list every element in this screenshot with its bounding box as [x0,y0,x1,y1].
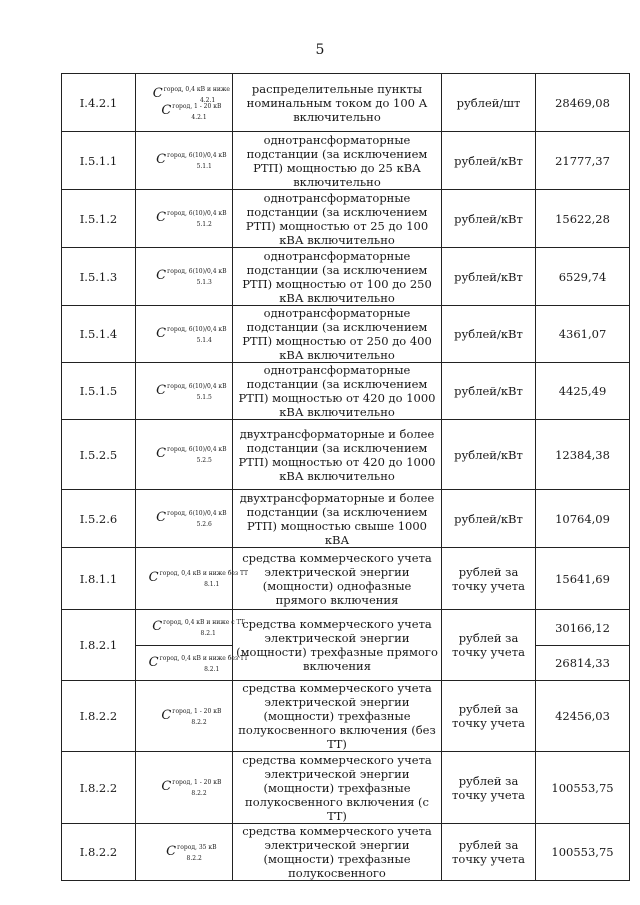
code-cell: I.5.1.1 [62,132,136,190]
value-cell: 15641,69 [536,548,630,610]
formula-subscript: 4.2.1 [199,96,216,104]
table-row [62,132,630,190]
code-cell: I.8.2.2 [62,752,136,824]
formula-superscript: город, 6(10)/0,4 кВ [167,325,227,333]
page-number: 5 [315,42,325,58]
formula-subscript: 5.2.6 [196,521,212,528]
formula-subscript: 8.1.1 [204,581,220,588]
table-row [62,420,630,490]
tariff-formula [156,210,227,228]
formula-symbol: C [156,210,167,225]
formula-subscript: 8.2.2 [191,718,207,726]
unit-cell: рублей за точку учета [442,548,536,610]
formula-cell [136,610,245,646]
formula-subscript: 5.1.3 [196,279,212,286]
value-cell: 10764,09 [536,490,630,548]
formula-superscript: город, 0,4 кВ и ниже без ТТ [159,654,249,662]
description-cell: однотрансформаторные подстанции (за исключением РТП) мощностью от 100 до 250 кВА включительно [233,248,442,306]
code-cell: I.5.2.6 [62,490,136,548]
formula-cell [136,248,233,306]
description-cell: однотрансформаторные подстанции (за исключением РТП) мощностью до 25 кВА включительно [233,132,442,190]
tariff-formula [156,382,227,401]
description-cell: средства коммерческого учета электрической энергии (мощности) однофазные прямого включения [233,548,442,610]
value-cell: 12384,38 [536,420,630,490]
unit-cell: рублей/шт [442,74,536,132]
code-cell: I.5.1.3 [62,248,136,306]
formula-symbol: C [156,510,167,525]
unit-cell: рублей/кВт [442,132,536,190]
formula-symbol: C [161,779,172,794]
description-cell: однотрансформаторные подстанции (за исключением РТП) мощностью от 25 до 100 кВА включительно [233,190,442,248]
table-row [62,681,630,752]
table-row [62,752,630,824]
description-cell: распределительные пункты номинальным током до 100 А включительно [233,74,442,132]
tariff-formula [156,446,227,464]
formula-subscript: 8.2.1 [204,665,220,673]
formula-symbol: C [156,382,167,398]
table-row [62,490,630,548]
formula-cell [136,548,249,610]
formula-superscript: город, 6(10)/0,4 кВ [167,510,227,517]
tariff-formula [161,102,222,121]
tariff-formula [156,510,227,528]
formula-symbol: C [156,268,167,283]
formula-subscript: 4.2.1 [191,113,207,121]
tariff-table [61,73,630,881]
formula-cell [136,363,233,420]
unit-cell: рублей за точку учета [442,824,536,881]
value-cell: 42456,03 [536,681,630,752]
table-row [62,824,630,881]
formula-cell [136,490,233,548]
tariff-formula [161,779,222,797]
formula-symbol: C [148,570,159,585]
formula-symbol: C [156,325,167,341]
value-cell: 100553,75 [536,752,630,824]
tariff-formula [152,85,230,104]
unit-cell: рублей за точку учета [442,752,536,824]
formula-symbol: C [152,619,163,634]
code-cell: I.8.2.2 [62,681,136,752]
formula-subscript: 5.2.5 [196,457,212,464]
formula-superscript: город, 1 - 20 кВ [172,707,222,715]
table-row [62,363,630,420]
tariff-formula [156,325,227,344]
formula-superscript: город, 0,4 кВ и ниже с ТТ [163,619,245,626]
table-row [62,548,630,610]
formula-superscript: город, 6(10)/0,4 кВ [167,382,227,390]
table-row [62,74,630,132]
unit-cell: рублей/кВт [442,190,536,248]
formula-subscript: 8.2.1 [200,630,216,637]
formula-symbol: C [152,85,163,101]
formula-subscript: 5.1.1 [196,163,212,170]
formula-cell [136,420,233,490]
tariff-formula [161,707,222,726]
unit-cell: рублей/кВт [442,248,536,306]
value-cell: 4361,07 [536,306,630,363]
formula-cell [136,646,249,681]
tariff-formula [166,843,217,862]
formula-superscript: город, 1 - 20 кВ [172,779,222,786]
table-row [62,248,630,306]
formula-cell [136,132,233,190]
unit-cell: рублей за точку учета [442,610,536,681]
tariff-formula [156,268,227,286]
code-cell: I.8.2.1 [62,610,136,681]
table-row [62,190,630,248]
code-cell: I.5.1.4 [62,306,136,363]
tariff-formula [148,570,249,588]
formula-superscript: город, 6(10)/0,4 кВ [167,152,227,159]
tariff-formula [152,619,245,637]
tariff-formula [148,654,249,673]
table-row [62,306,630,363]
formula-cell [136,306,233,363]
formula-superscript: город, 6(10)/0,4 кВ [167,268,227,275]
tariff-formula [156,152,227,170]
code-cell: I.5.1.2 [62,190,136,248]
code-cell: I.8.2.2 [62,824,136,881]
formula-symbol: C [166,843,177,859]
formula-cell [136,824,233,881]
formula-superscript: город, 1 - 20 кВ [172,102,222,110]
formula-subscript: 5.1.5 [196,393,212,401]
value-cell: 26814,33 [536,646,630,681]
formula-cell [136,190,233,248]
description-cell: двухтрансформаторные и более подстанции (за исключением РТП) мощностью свыше 1000 кВА [233,490,442,548]
formula-cell [136,752,233,824]
unit-cell: рублей/кВт [442,363,536,420]
description-cell: средства коммерческого учета электрической энергии (мощности) трехфазные полукосвенного включения (без ТТ) [233,681,442,752]
value-cell: 6529,74 [536,248,630,306]
formula-symbol: C [156,152,167,167]
code-cell: I.5.2.5 [62,420,136,490]
formula-subscript: 5.1.2 [196,221,212,228]
description-cell: однотрансформаторные подстанции (за исключением РТП) мощностью от 250 до 400 кВА включительно [233,306,442,363]
formula-symbol: C [161,707,172,723]
value-cell: 30166,12 [536,610,630,646]
formula-superscript: город, 6(10)/0,4 кВ [167,210,227,217]
value-cell: 100553,75 [536,824,630,881]
formula-superscript: город, 35 кВ [177,843,217,851]
formula-cell [136,681,233,752]
code-cell: I.8.1.1 [62,548,136,610]
unit-cell: рублей/кВт [442,490,536,548]
value-cell: 21777,37 [536,132,630,190]
unit-cell: рублей/кВт [442,306,536,363]
formula-superscript: город, 0,4 кВ и ниже без ТТ [159,570,249,577]
description-cell: средства коммерческого учета электрической энергии (мощности) трехфазные прямого включения [233,610,442,681]
unit-cell: рублей за точку учета [442,681,536,752]
description-cell: однотрансформаторные подстанции (за исключением РТП) мощностью от 420 до 1000 кВА включительно [233,363,442,420]
formula-subscript: 8.2.2 [186,854,202,862]
code-cell: I.5.1.5 [62,363,136,420]
description-cell: средства коммерческого учета электрической энергии (мощности) трехфазные полукосвенного включения (с ТТ) [233,752,442,824]
formula-symbol: C [156,446,167,461]
code-cell: I.4.2.1 [62,74,136,132]
formula-superscript: город, 6(10)/0,4 кВ [167,446,227,453]
formula-subscript: 8.2.2 [191,790,207,797]
description-cell: двухтрансформаторные и более подстанции (за исключением РТП) мощностью от 420 до 1000 кВА включительно [233,420,442,490]
formula-subscript: 5.1.4 [196,336,212,344]
description-cell: средства коммерческого учета электрической энергии (мощности) трехфазные полукосвенного [233,824,442,881]
formula-symbol: C [161,102,172,118]
value-cell: 15622,28 [536,190,630,248]
formula-cell [136,74,233,132]
unit-cell: рублей/кВт [442,420,536,490]
value-cell: 4425,49 [536,363,630,420]
tariff-table-body [62,74,630,881]
formula-superscript: город, 0,4 кВ и ниже [163,85,230,93]
value-cell: 28469,08 [536,74,630,132]
table-row [62,610,630,646]
formula-symbol: C [148,654,159,670]
